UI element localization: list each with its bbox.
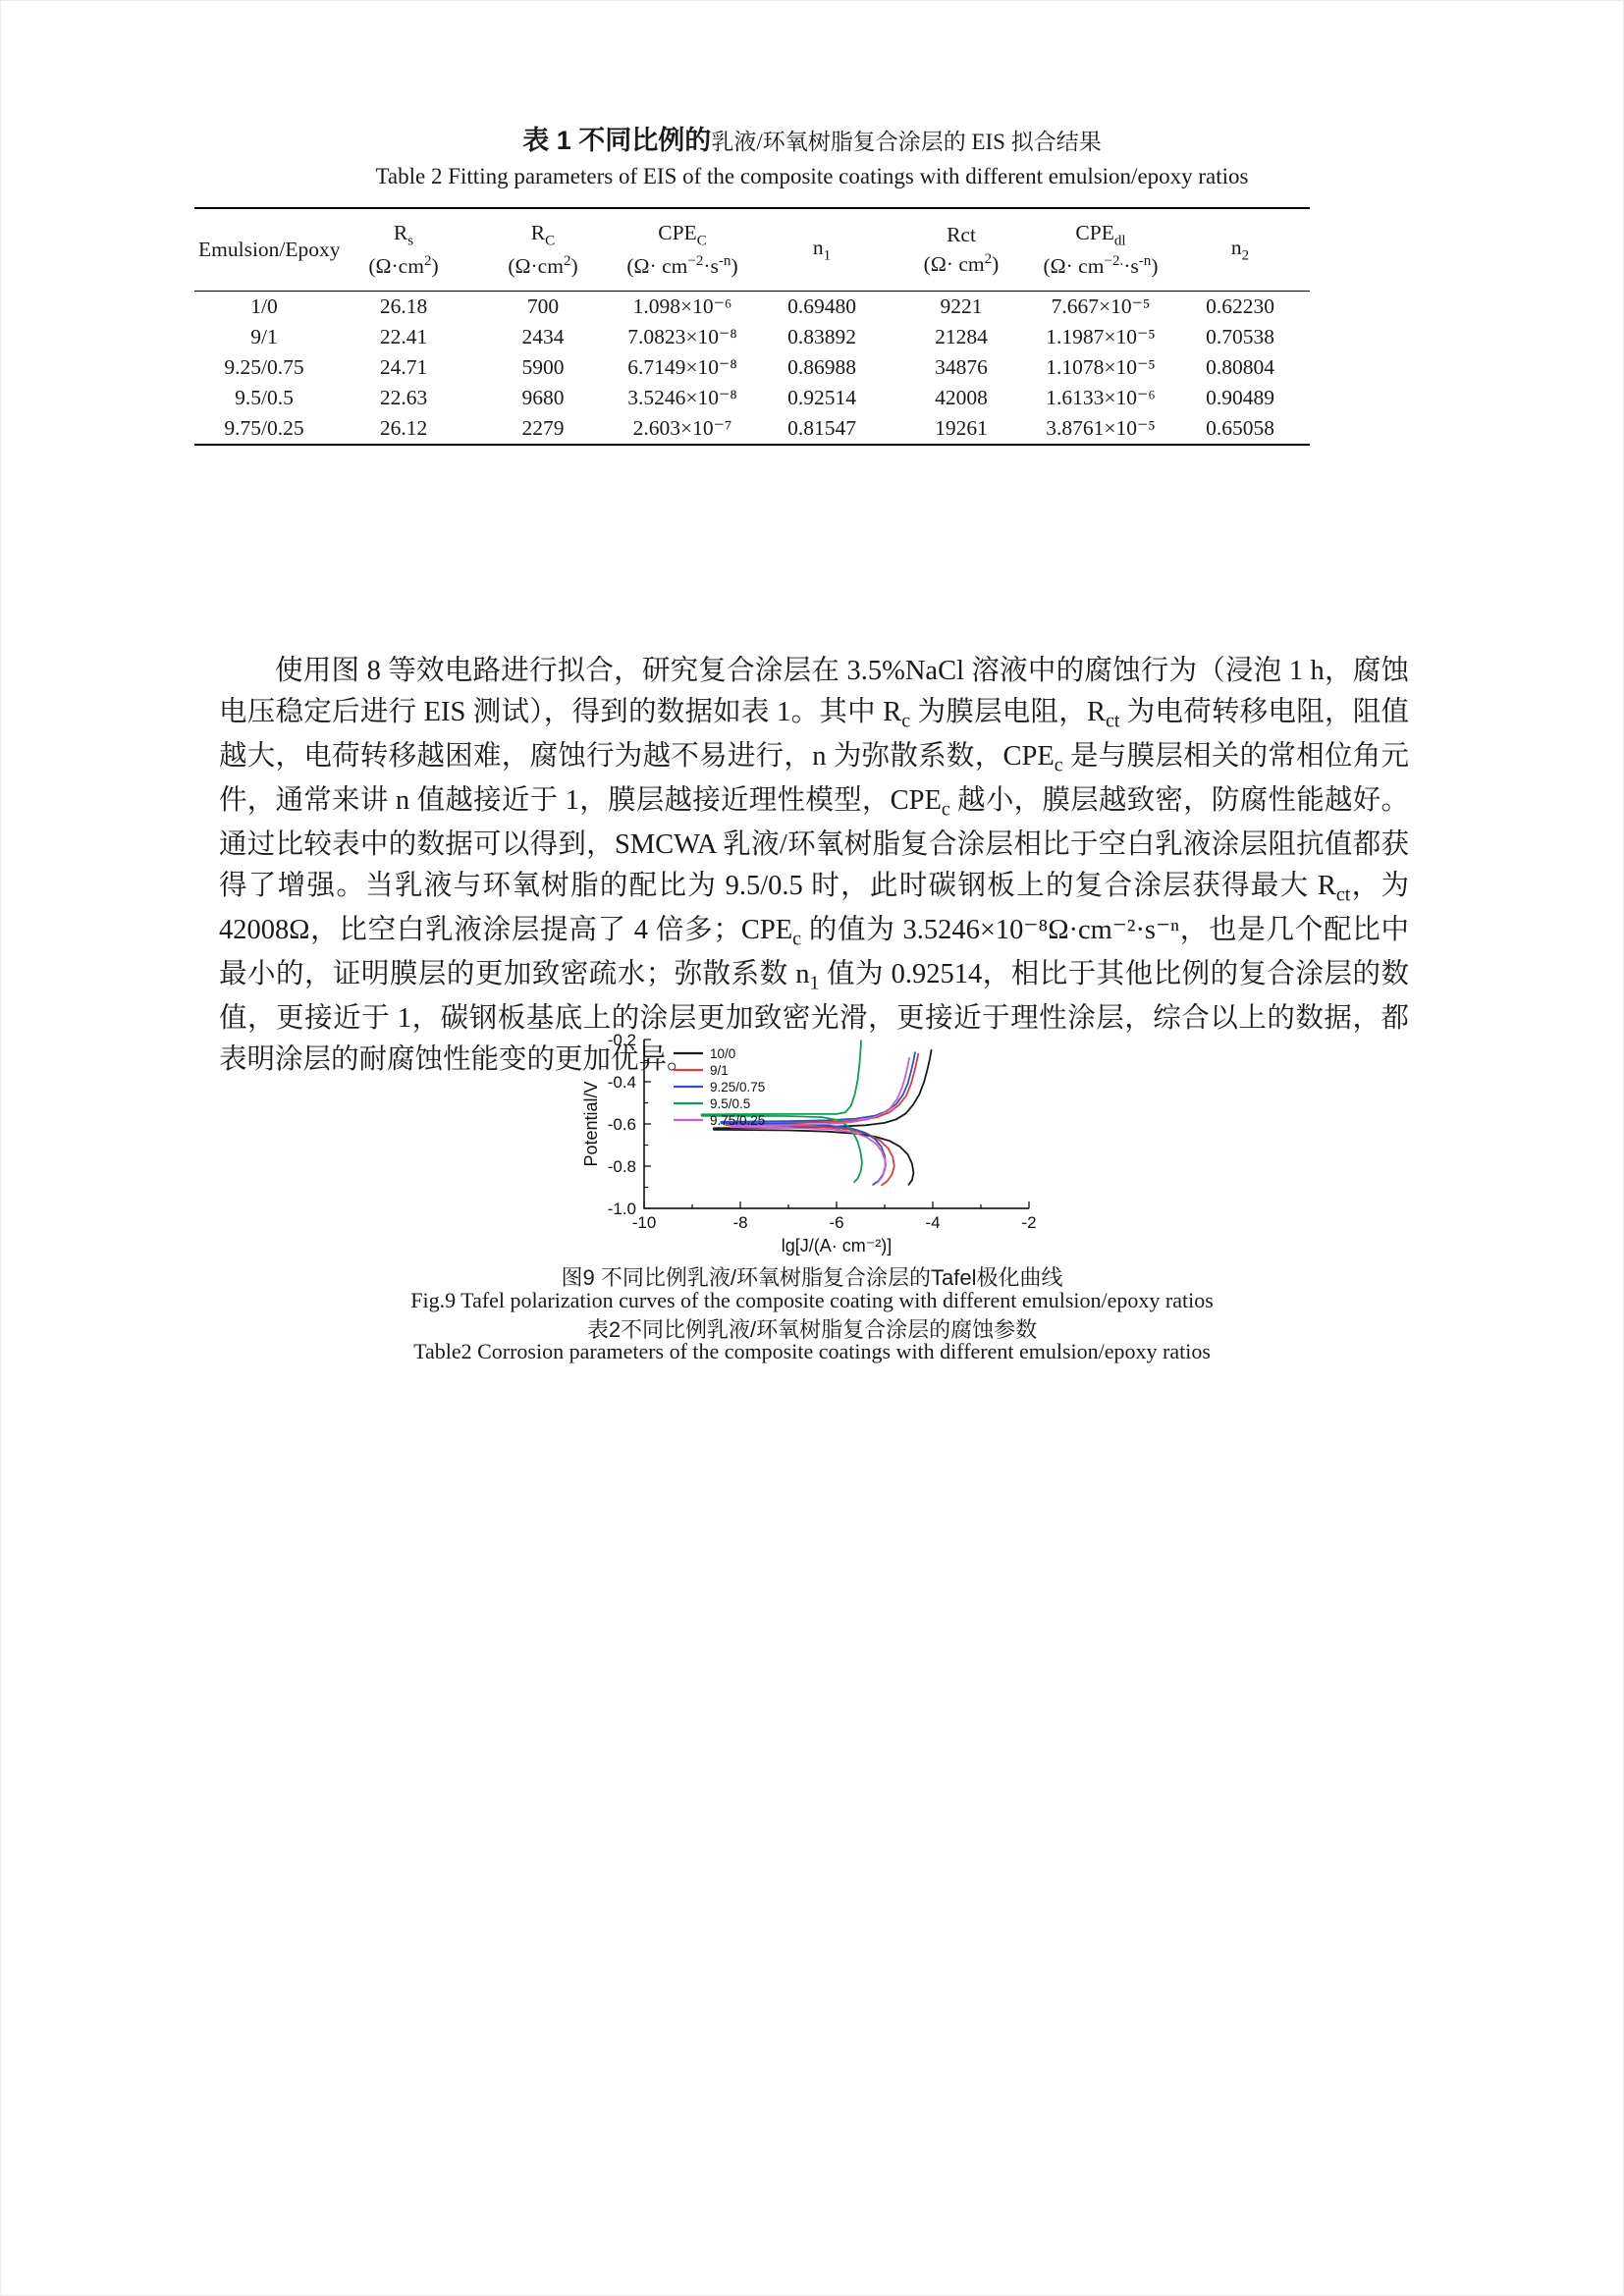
eis-table-head bbox=[194, 208, 1310, 291]
eis-table-cell: 0.70538 bbox=[1206, 324, 1274, 348]
body-paragraph: 使用图 8 等效电路进行拟合，研究复合涂层在 3.5%NaCl 溶液中的腐蚀行为（浸泡 1 h，腐蚀电压稳定后进行 EIS 测试），得到的数据如表 1。其中 $R_c$ 为膜层电阻，$R_{ct}$ 为电荷转移电阻，阻值越大，电荷转移越困难，腐蚀行为越不易进行，n 为弥散系数，$CPE_c$ 是与膜层相关的常相位角元件，通常来讲 n 值越接近于 1，膜层越接近理性模型，$CPE_c$ 越小，膜层越致密，防腐性能越好。通过比较表中的数据可以得到，SMCWA 乳液/环氧树脂复合涂层相比于空白乳液涂层阻抗值都获得了增强。当乳液与环氧树脂的配比为 9.5/0.5 时，此时碳钢板上的复合涂层获得最大 $R_{ct}$，为 42008Ω，比空白乳液涂层提高了 4 倍多；$CPE_c$ 的值为 3.5246×10⁻⁸Ω·cm⁻²·s⁻ⁿ，也是几个配比中最小的，证明膜层的更加致密疏水；弥散系数 $n_1$ 值为 0.92514，相比于其他比例的复合涂层的数值，更接近于 1，碳钢板基底上的涂层更加致密光滑，更接近于理性涂层，综合以上的数据，都表明涂层的耐腐蚀性能变的更加优异。 bbox=[219, 656, 1409, 1075]
legend-label-3: 9.5/0.5 bbox=[710, 1096, 751, 1111]
eis-table-cell: 19261 bbox=[892, 413, 1031, 445]
eis-table-cell: 9.5/0.5 bbox=[235, 385, 294, 409]
y-tick-label: -0.8 bbox=[607, 1157, 636, 1176]
eis-table-cell: 7.667×10⁻⁵ bbox=[1051, 294, 1151, 318]
eis-table-cell: 21284 bbox=[935, 324, 988, 348]
eis-table-cell: 24.71 bbox=[379, 354, 428, 379]
eis-table-cell: 2434 bbox=[521, 324, 565, 348]
y-axis-label: Potential/V bbox=[581, 1081, 601, 1167]
figure9-caption-zh: 图9 不同比例乳液/环氧树脂复合涂层的Tafel极化曲线 bbox=[561, 1265, 1063, 1290]
eis-col-header-4: $n_1$ bbox=[752, 208, 892, 291]
eis-table-cell: 0.92514 bbox=[787, 385, 856, 409]
legend-label-1: 9/1 bbox=[710, 1063, 729, 1078]
eis-table-cell: 0.62230 bbox=[1206, 294, 1274, 318]
eis-col-header-3: $CPE_C$ $(\Omega\cdot cm^{-2}\cdot s^{-n})$ bbox=[613, 208, 752, 291]
eis-table-row bbox=[194, 322, 1310, 352]
x-tick-label: -6 bbox=[829, 1213, 844, 1232]
eis-table-cell: 34876 bbox=[935, 354, 988, 379]
eis-table-cell: 6.7149×10⁻⁸ bbox=[627, 354, 737, 379]
y-tick-label: -0.6 bbox=[607, 1115, 636, 1134]
eis-table-body bbox=[194, 291, 1310, 445]
x-tick-label: -2 bbox=[1021, 1213, 1037, 1232]
eis-fitting-table bbox=[194, 207, 1310, 446]
eis-table-row bbox=[194, 383, 1310, 413]
tafel-curve-3 bbox=[702, 1041, 862, 1182]
legend-label-0: 10/0 bbox=[710, 1046, 736, 1061]
eis-table-cell: 0.80804 bbox=[1206, 354, 1274, 379]
eis-table-cell: 7.0823×10⁻⁸ bbox=[627, 324, 737, 348]
eis-table-cell: 1.098×10⁻⁶ bbox=[632, 294, 732, 318]
eis-col-header-6: $CPE_{dl}$ $(\Omega\cdot cm^{-2.}\cdot s^{-n})$ bbox=[1031, 208, 1170, 291]
tafel-figure bbox=[581, 1030, 1043, 1257]
eis-table-cell: 0.81547 bbox=[752, 413, 892, 445]
eis-table-cell: 0.90489 bbox=[1206, 385, 1274, 409]
x-axis-label: lg[J/(A· cm⁻²)] bbox=[781, 1236, 893, 1255]
eis-table-cell: 2279 bbox=[473, 413, 613, 445]
eis-table-cell: 0.65058 bbox=[1170, 413, 1310, 445]
x-tick-label: -4 bbox=[925, 1213, 941, 1232]
eis-table-row bbox=[194, 291, 1310, 322]
eis-table-cell: 1.6133×10⁻⁶ bbox=[1046, 385, 1156, 409]
x-tick-label: -10 bbox=[631, 1213, 657, 1232]
figure9-caption-en: Fig.9 Tafel polarization curves of the composite coating with different emulsion/epoxy ratios bbox=[410, 1288, 1214, 1312]
table2-caption-en: Table2 Corrosion parameters of the composite coatings with different emulsion/epoxy ratios bbox=[413, 1339, 1211, 1363]
eis-table-cell: 22.41 bbox=[379, 324, 428, 348]
eis-table-cell: 1.1987×10⁻⁵ bbox=[1046, 324, 1156, 348]
eis-table-cell: 5900 bbox=[521, 354, 565, 379]
eis-table-cell: 0.86988 bbox=[787, 354, 856, 379]
table1-title-zh-bold: 表 1 不同比例的 bbox=[522, 126, 712, 155]
table1-title-zh-rest: 乳液/环氧树脂复合涂层的 EIS 拟合结果 bbox=[711, 130, 1102, 154]
y-tick-label: -0.4 bbox=[607, 1073, 636, 1092]
eis-col-header-0: Emulsion/Epoxy bbox=[194, 208, 334, 291]
eis-table-cell: 26.18 bbox=[379, 294, 428, 318]
eis-table-cell: 3.5246×10⁻⁸ bbox=[627, 385, 737, 409]
eis-table-cell: 2.603×10⁻⁷ bbox=[613, 413, 752, 445]
eis-table-cell: 700 bbox=[526, 294, 560, 318]
table1-caption-en: Table 2 Fitting parameters of EIS of the composite coatings with different emulsion/epoxy ratios bbox=[375, 164, 1249, 188]
eis-table-cell: 22.63 bbox=[379, 385, 428, 409]
eis-table-cell: 9/1 bbox=[250, 324, 278, 348]
eis-table-cell: 1/0 bbox=[250, 294, 278, 318]
x-tick-label: -8 bbox=[732, 1213, 748, 1232]
legend-label-2: 9.25/0.75 bbox=[710, 1080, 766, 1095]
tafel-chart bbox=[581, 1030, 1043, 1257]
table1-title bbox=[1, 119, 1623, 157]
eis-col-header-1: $R_s$ $(\Omega\cdot cm^2)$ bbox=[334, 208, 473, 291]
eis-table-cell: 0.83892 bbox=[787, 324, 856, 348]
legend-label-4: 9.75/0.25 bbox=[710, 1113, 766, 1128]
eis-table-cell: 26.12 bbox=[334, 413, 473, 445]
eis-table-cell: 3.8761×10⁻⁵ bbox=[1031, 413, 1170, 445]
eis-col-header-2: $R_C$ $(\Omega\cdot cm^2)$ bbox=[473, 208, 613, 291]
eis-table-cell: 9.25/0.75 bbox=[224, 354, 304, 379]
eis-table-cell: 1.1078×10⁻⁵ bbox=[1046, 354, 1156, 379]
y-tick-label: -1.0 bbox=[607, 1200, 636, 1218]
eis-table-cell: 9221 bbox=[940, 294, 983, 318]
eis-col-header-7: $n_2$ bbox=[1170, 208, 1310, 291]
y-tick-label: -0.2 bbox=[607, 1031, 636, 1049]
table2-caption-zh: 表2不同比例乳液/环氧树脂复合涂层的腐蚀参数 bbox=[586, 1317, 1038, 1342]
eis-table-cell: 42008 bbox=[935, 385, 988, 409]
eis-table-cell: 9680 bbox=[521, 385, 565, 409]
eis-table-cell: 9.75/0.25 bbox=[194, 413, 334, 445]
eis-table-header-row bbox=[194, 208, 1310, 291]
eis-table-row bbox=[194, 352, 1310, 383]
eis-table-cell: 0.69480 bbox=[787, 294, 856, 318]
eis-col-header-5: Rct $(\Omega\cdot cm^2)$ bbox=[892, 208, 1031, 291]
eis-table-row bbox=[194, 413, 1310, 445]
